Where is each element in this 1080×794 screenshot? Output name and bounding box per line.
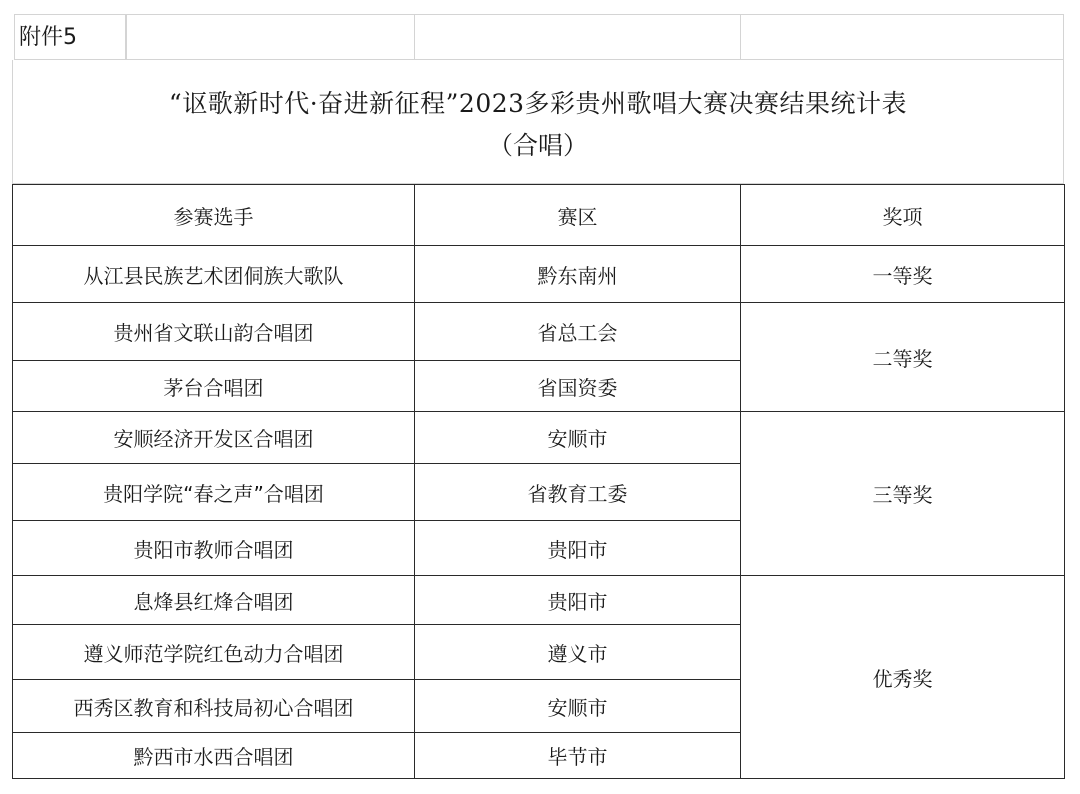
award-cell: 优秀奖 xyxy=(741,576,1065,779)
region-cell: 黔东南州 xyxy=(415,246,741,303)
participant-cell: 贵阳市教师合唱团 xyxy=(13,521,415,576)
participant-cell: 西秀区教育和科技局初心合唱团 xyxy=(13,680,415,733)
table-row xyxy=(13,412,1065,464)
award-cell: 一等奖 xyxy=(741,246,1065,303)
participant-cell: 安顺经济开发区合唱团 xyxy=(13,412,415,464)
region-cell: 安顺市 xyxy=(415,680,741,733)
region-cell: 贵阳市 xyxy=(415,576,741,625)
region-cell: 省教育工委 xyxy=(415,464,741,521)
table-row xyxy=(13,576,1065,625)
empty-header-cell xyxy=(414,14,740,60)
table-row xyxy=(13,246,1065,303)
award-cell: 二等奖 xyxy=(741,303,1065,412)
page-title: “讴歌新时代·奋进新征程”2023多彩贵州歌唱大赛决赛结果统计表 xyxy=(168,89,908,118)
attachment-label: 附件5 xyxy=(14,14,126,60)
award-cell: 三等奖 xyxy=(741,412,1065,576)
participant-cell: 黔西市水西合唱团 xyxy=(13,733,415,779)
region-cell: 安顺市 xyxy=(415,412,741,464)
region-cell: 贵阳市 xyxy=(415,521,741,576)
participant-cell: 贵阳学院“春之声”合唱团 xyxy=(13,464,415,521)
page-subtitle: （合唱） xyxy=(487,131,588,160)
region-cell: 省国资委 xyxy=(415,361,741,412)
participant-cell: 贵州省文联山韵合唱团 xyxy=(13,303,415,361)
participant-cell: 遵义师范学院红色动力合唱团 xyxy=(13,625,415,680)
empty-header-cell xyxy=(126,14,414,60)
results-table xyxy=(12,184,1065,779)
column-header-region: 赛区 xyxy=(415,185,741,246)
table-header-row xyxy=(13,185,1065,246)
participant-cell: 从江县民族艺术团侗族大歌队 xyxy=(13,246,415,303)
column-header-participant: 参赛选手 xyxy=(13,185,415,246)
region-cell: 遵义市 xyxy=(415,625,741,680)
empty-header-cell xyxy=(740,14,1064,60)
column-header-award: 奖项 xyxy=(741,185,1065,246)
region-cell: 省总工会 xyxy=(415,303,741,361)
title-block xyxy=(12,60,1064,184)
table-row xyxy=(13,303,1065,361)
participant-cell: 茅台合唱团 xyxy=(13,361,415,412)
participant-cell: 息烽县红烽合唱团 xyxy=(13,576,415,625)
region-cell: 毕节市 xyxy=(415,733,741,779)
